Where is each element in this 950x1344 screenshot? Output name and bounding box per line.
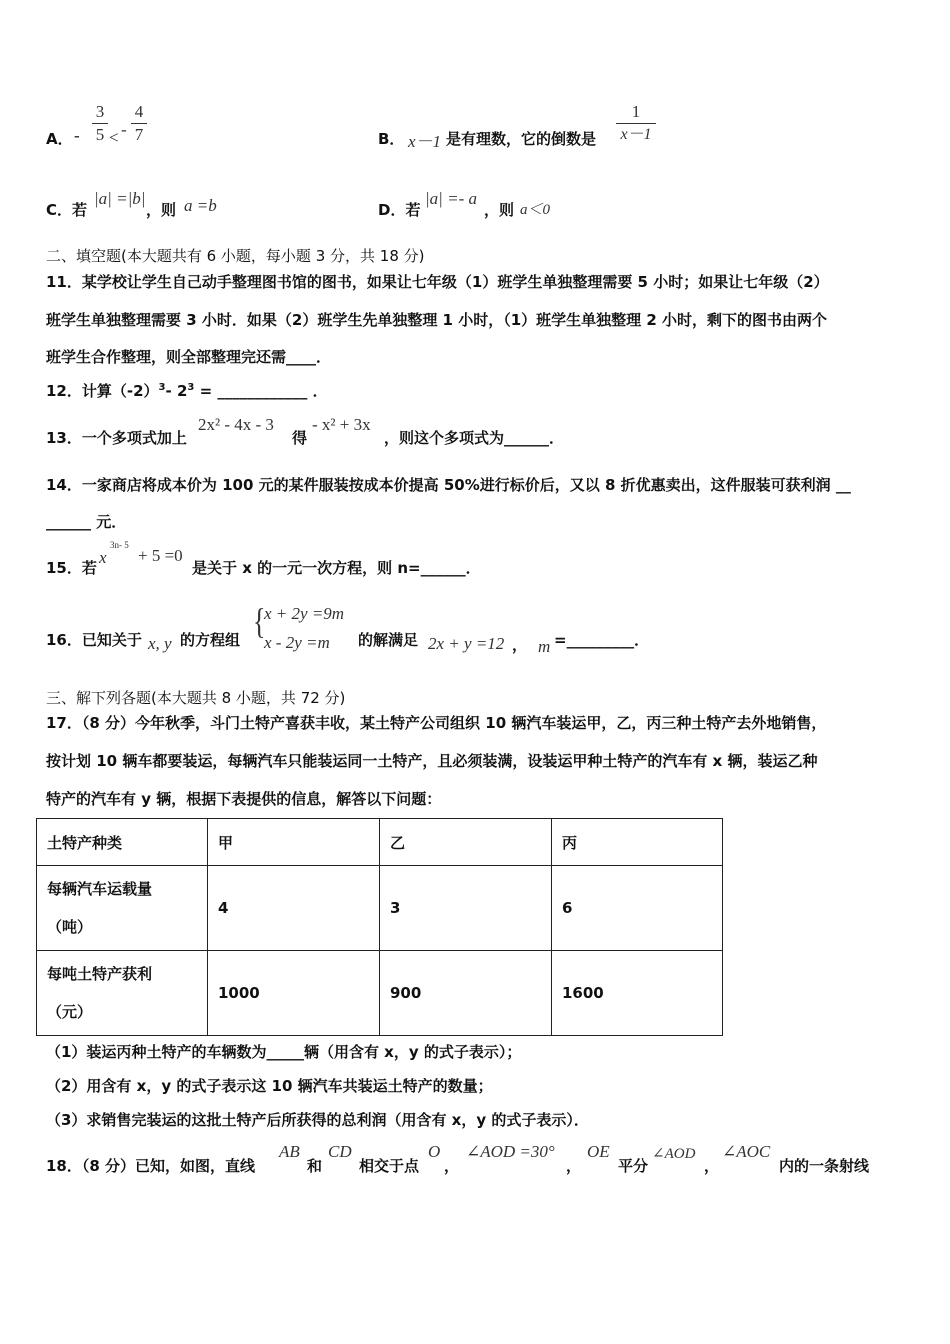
table-row-label-line-2: （元） [47,1003,93,1021]
q18-angle-1: ∠AOD =30° [466,1142,555,1161]
q13-prefix: 13．一个多项式加上 [46,429,187,447]
q18-ray-oe: OE [587,1142,610,1161]
option-b-fraction [616,102,656,145]
q12-prefix: 12．计算（-2） [46,382,159,400]
q16-suffix: =_________． [554,631,650,649]
q12-exponent-2: 3 [187,382,195,393]
q18-prefix: 18．（8 分）已知，如图，直线 [46,1157,256,1175]
table-cell: 1000 [208,951,380,1036]
table-header-row [37,819,723,866]
table-row-label-line-1: 每吨土特产获利 [47,965,153,983]
q16-mid-2: 的解满足 [358,631,419,649]
q17-sub-1: （1）装运丙种土特产的车辆数为_____辆（用含有 x，y 的式子表示）； [46,1043,522,1061]
q18-comma-3: ， [704,1157,720,1175]
table-header-cell: 土特产种类 [37,819,208,866]
section-3-title: 三、解下列各题(本大题共 8 小题，共 72 分) [46,689,346,707]
table-header-cell: 丙 [552,819,723,866]
option-a-label: A． [46,130,73,148]
option-a-minus-1: - [74,126,80,145]
q16-prefix: 16．已知关于 [46,631,142,649]
option-a-denominator-1: 5 [95,125,105,144]
option-d-condition: |a| =- a [425,189,477,208]
q17-sub-3: （3）求销售完装运的这批土特产后所获得的总利润（用含有 x，y 的式子表示）． [46,1111,589,1129]
q18-line-ab: AB [279,1142,300,1161]
q17-line-1: 17．（8 分）今年秋季，斗门土特产喜获丰收，某土特产公司组织 10 辆汽车装运甲，乙，丙三种土特产去外地销售， [46,714,827,732]
table-row [37,866,723,951]
table-cell: 3 [380,866,552,951]
q13-expression-1: 2x² - 4x - 3 [198,415,274,434]
q18-comma-1: ， [444,1157,460,1175]
option-b-numerator: 1 [631,102,641,121]
q13-suffix: ，则这个多项式为______． [384,429,565,447]
q15-base: x [99,548,107,567]
q18-point-o: O [428,1142,441,1161]
table-header-cell: 乙 [380,819,552,866]
option-b-label: B． [378,130,405,148]
q17-line-2: 按计划 10 辆车都要装运，每辆汽车只能装运同一土特产，且必须装满，设装运甲种土特产的汽车有 x 辆，装运乙种 [46,752,818,770]
option-d-then: ，则 [484,201,515,219]
q12-exponent-1: 3 [158,382,166,393]
option-a-less-than: < [109,128,119,147]
q17-sub-2: （2）用含有 x，y 的式子表示这 10 辆汽车共装运土特产的数量； [46,1077,493,1095]
option-a-numerator-1: 3 [95,102,105,121]
q18-meet: 相交于点 [359,1157,420,1175]
option-c-then: ，则 [146,201,177,219]
q11-line-2: 班学生单独整理需要 3 小时．如果（2）班学生先单独整理 1 小时，（1）班学生单独整理 2 小时，剩下的图书由两个 [46,311,828,329]
q15-exponent: 3n- 5 [110,540,129,550]
option-c-result: a =b [184,196,217,215]
q12-question [46,380,328,401]
option-b-denominator: x－1 [620,126,652,143]
table-cell: 900 [380,951,552,1036]
q16-condition: 2x + y =12 [428,634,505,653]
option-b-expression: x－1 [408,132,442,151]
q14-line-1: 14．一家商店将成本价为 100 元的某件服装按成本价提高 50%进行标价后，又以 8 折优惠卖出，这件服装可获利润 __ [46,476,851,494]
q11-line-1: 11．某学校让学生自己动手整理图书馆的图书，如果让七年级（1）班学生单独整理需要 5 小时；如果让七年级（2） [46,273,829,291]
option-b-text: 是有理数，它的倒数是 [446,130,597,148]
table-cell: 4 [208,866,380,951]
q18-bisect: 平分 [618,1157,649,1175]
q18-and: 和 [307,1157,323,1175]
option-a-numerator-2: 4 [134,102,144,121]
q16-mid: 的方程组 [180,631,241,649]
q17-line-3: 特产的汽车有 y 辆，根据下表提供的信息，解答以下问题： [46,790,442,808]
section-2-title: 二、填空题(本大题共有 6 小题，每小题 3 分，共 18 分) [46,247,425,265]
q18-line-cd: CD [328,1142,352,1161]
q15-suffix: 是关于 x 的一元一次方程，则 n=______． [192,559,481,577]
q18-angle-3: ∠AOC [722,1142,771,1161]
table-row [37,951,723,1036]
option-c-label: C．若 [46,201,88,219]
option-c-condition: |a| =|b| [94,189,146,208]
q16-brace: { [253,601,266,642]
q18-comma-2: ， [566,1157,582,1175]
option-d-label: D．若 [378,201,421,219]
q16-variables: x, y [148,634,172,653]
option-a-minus-2: - [121,120,127,139]
table-row-label [37,866,208,951]
table-header-cell: 甲 [208,819,380,866]
q12-middle: - 2 [165,382,188,400]
table-row-label-line-1: 每辆汽车运载量 [47,880,153,898]
table-cell: 6 [552,866,723,951]
q17-table [36,818,723,1036]
q18-angle-2: ∠AOD [652,1146,696,1162]
q13-mid: 得 [292,429,308,447]
table-row-label-line-2: （吨） [47,918,93,936]
q13-expression-2: - x² + 3x [312,415,371,434]
table-row-label [37,951,208,1036]
option-a-denominator-2: 7 [134,125,144,144]
q16-equation-2: x - 2y =m [264,633,330,652]
table-cell: 1600 [552,951,723,1036]
q15-prefix: 15．若 [46,559,97,577]
q15-rest: + 5 =0 [138,546,183,565]
q16-variable-m: m [538,637,551,656]
option-a-fraction-1 [92,102,108,145]
q11-line-3: 班学生合作整理，则全部整理完还需____． [46,348,332,366]
q16-equation-1: x + 2y =9m [264,604,345,623]
q12-suffix: = ____________ ． [199,382,328,400]
q16-comma: ， [512,636,528,654]
q18-suffix: 内的一条射线 [779,1157,870,1175]
option-d-result: a＜0 [520,202,551,218]
q14-line-2: ______ 元． [46,513,127,531]
option-a-fraction-2 [131,102,147,145]
